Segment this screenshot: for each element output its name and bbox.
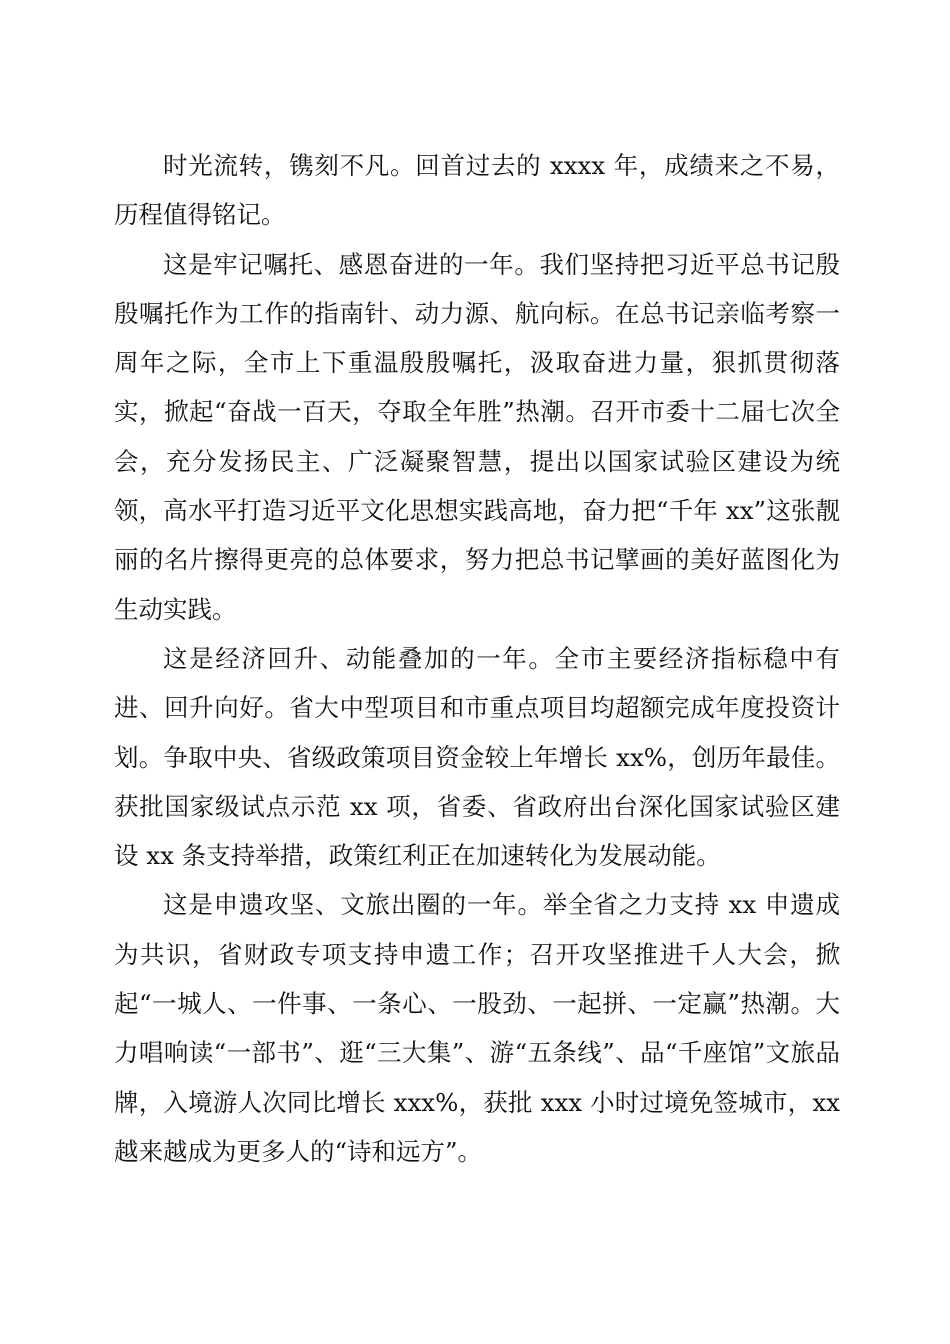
paragraph-economy: 这是经济回升、动能叠加的一年。全市主要经济指标稳中有进、回升向好。省大中型项目和市重点项目均超额完成年度投资计划。争取中央、省级政策项目资金较上年增长 xx%，创历年最佳。获批国家级试点示范 xx 项，省委、省政府出台深化国家试验区建设 xx 条支持举措，政策红利正在加速转化为发展动能。 (114, 643, 840, 871)
paragraph-mandate: 这是牢记嘱托、感恩奋进的一年。我们坚持把习近平总书记殷殷嘱托作为工作的指南针、动力源、航向标。在总书记亲临考察一周年之际，全市上下重温殷殷嘱托，汲取奋进力量，狠抓贯彻落实，掀起“奋战一百天，夺取全年胜”热潮。召开市委十二届七次全会，充分发扬民主、广泛凝聚智慧，提出以国家试验区建设为统领，高水平打造习近平文化思想实践高地，奋力把“千年 xx”这张靓丽的名片擦得更亮的总体要求，努力把总书记擘画的美好蓝图化为生动实践。 (114, 249, 840, 624)
document-body (114, 141, 848, 1176)
paragraph-culture-tourism: 这是申遗攻坚、文旅出圈的一年。举全省之力支持 xx 申遗成为共识，省财政专项支持申遗工作；召开攻坚推进千人大会，掀起“一城人、一件事、一条心、一股劲、一起拼、一定赢”热潮。大力唱响读“一部书”、逛“三大集”、游“五条线”、品“千座馆”文旅品牌，入境游人次同比增长 xxx%，获批 xxx 小时过境免签城市，xx 越来越成为更多人的“诗和远方”。 (114, 890, 848, 1166)
paragraph-intro: 时光流转，镌刻不凡。回首过去的 xxxx 年，成绩来之不易，历程值得铭记。 (114, 151, 840, 230)
